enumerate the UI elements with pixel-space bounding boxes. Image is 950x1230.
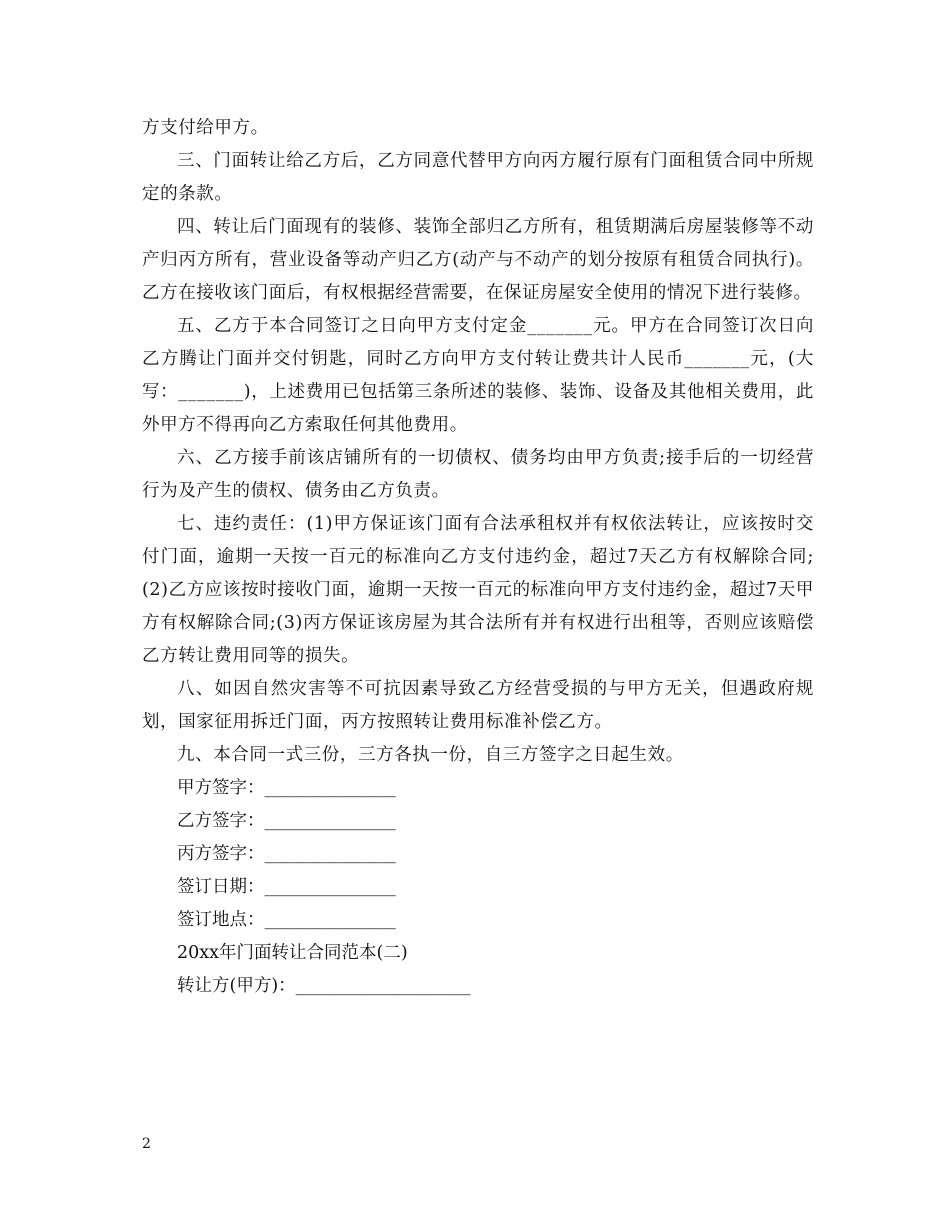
signature-party-b: 乙方签字：_______________ (177, 811, 396, 831)
clause-4: 四、转让后门面现有的装修、装饰全部归乙方所有，租赁期满后房屋装修等不动产归丙方所有，营业设备等动产归乙方(动产与不动产的划分按原有租赁合同执行)。乙方在接收该门面后，有权根据经营需要，在保证房屋安全使用的情况下进行装修。 (142, 217, 814, 303)
section-title: 20xx年门面转让合同范本(二) (177, 943, 408, 963)
page-number: 2 (142, 1136, 151, 1152)
document-body (142, 112, 814, 1003)
signature-party-a: 甲方签字：_______________ (177, 778, 396, 798)
clause-9: 九、本合同一式三份，三方各执一份，自三方签字之日起生效。 (177, 745, 684, 765)
paragraph-continuation: 方支付给甲方。 (142, 118, 269, 138)
clause-5: 五、乙方于本合同签订之日向甲方支付定金_______元。甲方在合同签订次日向乙方腾让门面并交付钥匙，同时乙方向甲方支付转让费共计人民币_______元，(大写：_______)，上述费用已包括第三条所述的装修、装饰、设备及其他相关费用，此外甲方不得再向乙方索取任何其他费用。 (142, 316, 814, 435)
clause-3: 三、门面转让给乙方后，乙方同意代替甲方向丙方履行原有门面租赁合同中所规定的条款。 (142, 151, 814, 204)
clause-7: 七、违约责任：(1)甲方保证该门面有合法承租权并有权依法转让，应该按时交付门面，逾期一天按一百元的标准向乙方支付违约金，超过7天乙方有权解除合同;(2)乙方应该按时接收门面，逾期一天按一百元的标准向甲方支付违约金，超过7天甲方有权解除合同;(3)丙方保证该房屋为其合法所有并有权进行出租等，否则应该赔偿乙方转让费用同等的损失。 (142, 514, 814, 666)
signing-date: 签订日期：_______________ (177, 877, 396, 897)
clause-6: 六、乙方接手前该店铺所有的一切债权、债务均由甲方负责;接手后的一切经营行为及产生的债权、债务由乙方负责。 (142, 448, 814, 501)
signature-party-c: 丙方签字：_______________ (177, 844, 396, 864)
transferor-line: 转让方(甲方)：____________________ (177, 976, 471, 996)
clause-8: 八、如因自然灾害等不可抗因素导致乙方经营受损的与甲方无关，但遇政府规划，国家征用拆迁门面，丙方按照转让费用标准补偿乙方。 (142, 679, 814, 732)
signing-location: 签订地点：_______________ (177, 910, 396, 930)
